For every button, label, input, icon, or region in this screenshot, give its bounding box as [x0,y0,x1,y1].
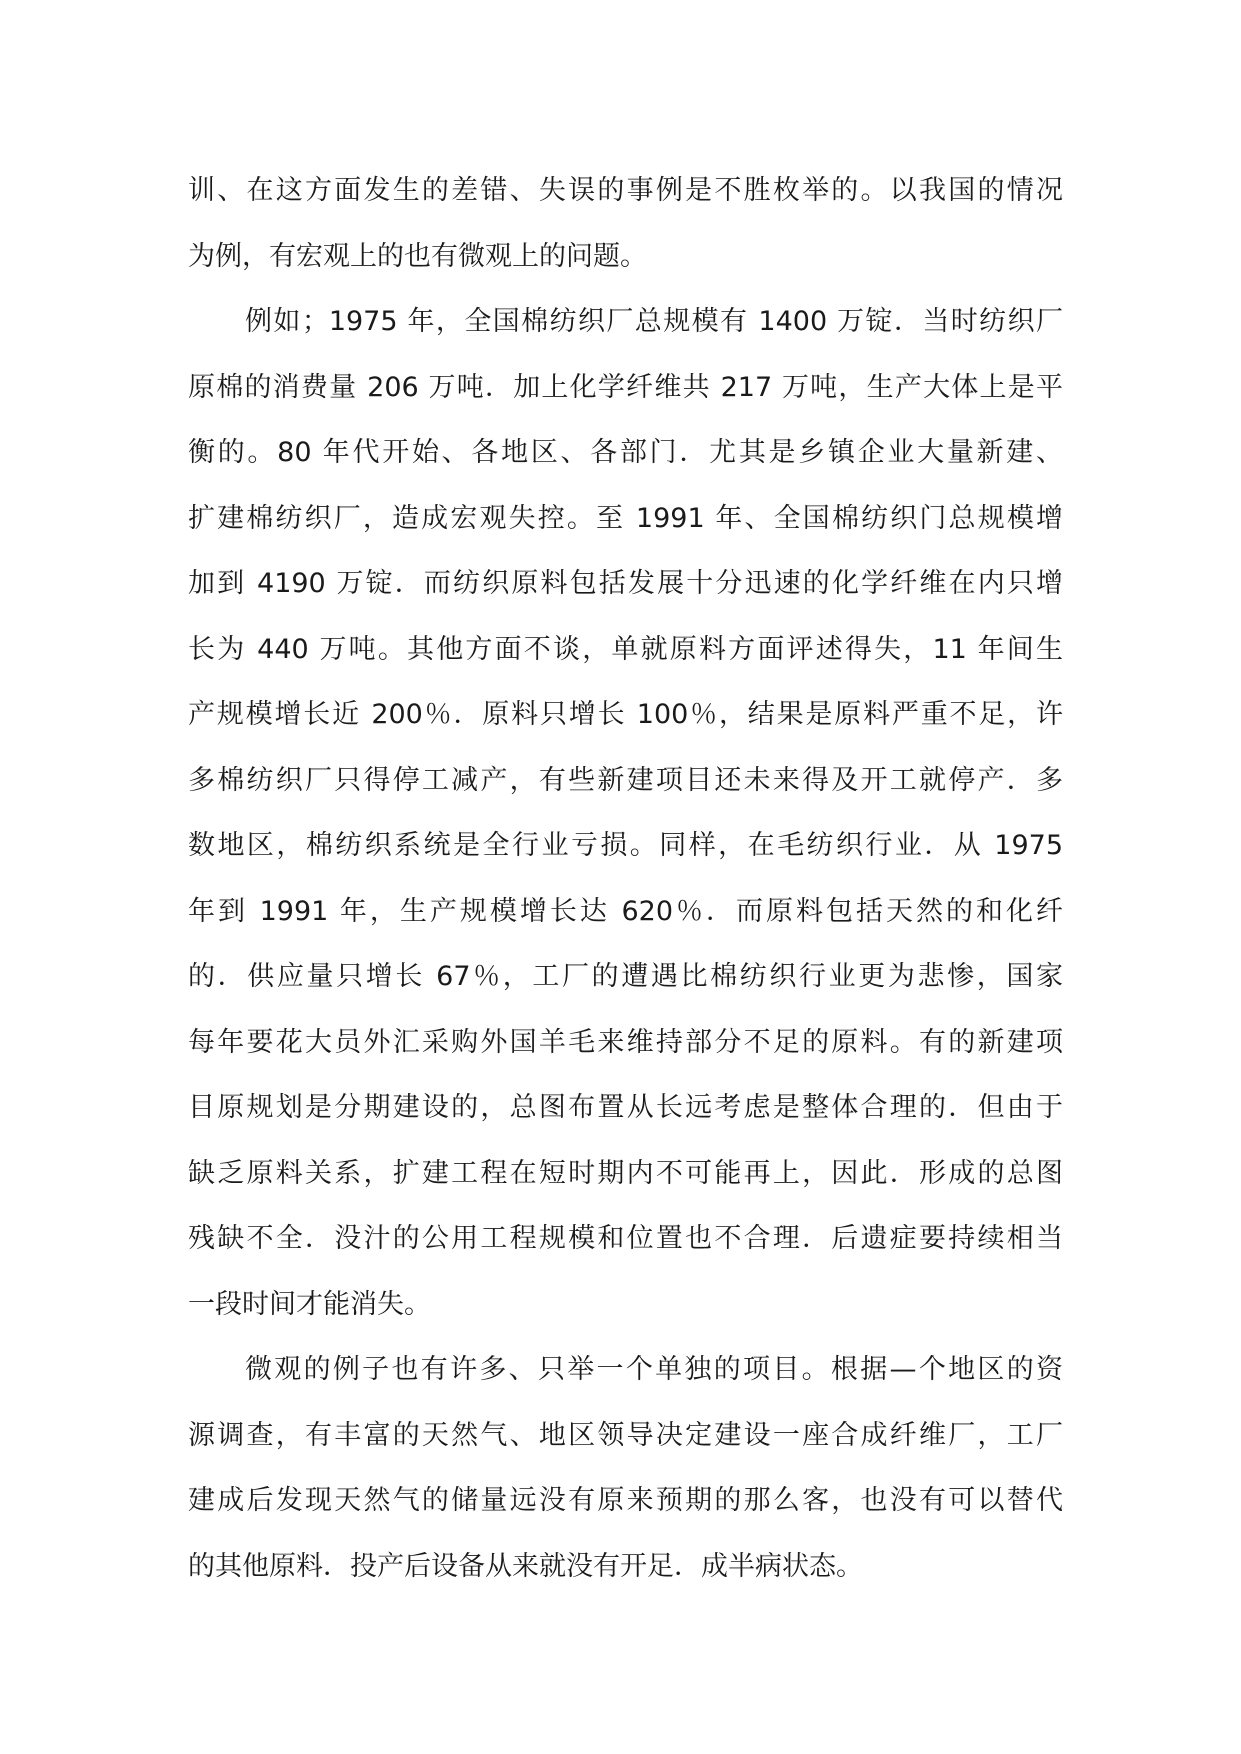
text-line: 加到 4190 万锭．而纺织原料包括发展十分迅速的化学纤维在内只增 [188,568,1063,599]
text-line: 建成后发现天然气的储量远没有原来预期的那么客，也没有可以替代 [188,1485,1063,1516]
text-line: 训、在这方面发生的差错、失误的事例是不胜枚举的。以我国的情况 [188,175,1063,206]
text-line: 例如；1975 年，全国棉纺织厂总规模有 1400 万锭．当时纺织厂 [245,306,1063,337]
text-line: 每年要花大员外汇采购外国羊毛来维持部分不足的原料。有的新建项 [188,1026,1063,1058]
text-line: 微观的例子也有许多、只举一个单独的项目。根据—个地区的资 [245,1354,1063,1385]
text-line: 一段时间才能消失。 [188,1288,431,1320]
text-line: 产规模增长近 200％．原料只增长 100％，结果是原料严重不足，许 [188,699,1063,730]
paragraph [188,289,1063,1337]
paragraph [188,1337,1063,1599]
text-line: 源调查，有丰富的天然气、地区领导决定建设一座合成纤维厂，工厂 [188,1419,1063,1451]
paragraph [188,158,1063,289]
text-line: 缺乏原料关系，扩建工程在短时期内不可能再上，因此．形成的总图 [188,1157,1063,1189]
text-line: 残缺不全．没汁的公用工程规模和位置也不合理．后遗症要持续相当 [188,1223,1063,1254]
text-line: 原棉的消费量 206 万吨．加上化学纤维共 217 万吨，生产大体上是平 [188,371,1063,403]
body-text [188,158,1063,1599]
text-line: 的其他原料．投产后设备从来就没有开足．成半病状态。 [188,1550,863,1582]
text-line: 长为 440 万吨。其他方面不谈，单就原料方面评述得失，11 年间生 [188,633,1063,665]
text-line: 扩建棉纺织厂，造成宏观失控。至 1991 年、全国棉纺织门总规模增 [188,502,1063,534]
text-line: 目原规划是分期建设的，总图布置从长远考虑是整体合理的．但由于 [188,1092,1063,1123]
text-line: 为例，有宏观上的也有微观上的问题。 [188,240,647,272]
text-line: 衡的。80 年代开始、各地区、各部门．尤其是乡镇企业大量新建、 [188,437,1063,468]
text-line: 年到 1991 年，生产规模增长达 620％．而原料包括天然的和化纤 [188,895,1063,927]
text-line: 的．供应量只增长 67％，工厂的遭遇比棉纺织行业更为悲惨，国家 [188,961,1063,992]
text-line: 数地区，棉纺织系统是全行业亏损。同样，在毛纺织行业．从 1975 [188,830,1063,861]
text-line: 多棉纺织厂只得停工减产，有些新建项目还未来得及开工就停产．多 [188,764,1063,796]
